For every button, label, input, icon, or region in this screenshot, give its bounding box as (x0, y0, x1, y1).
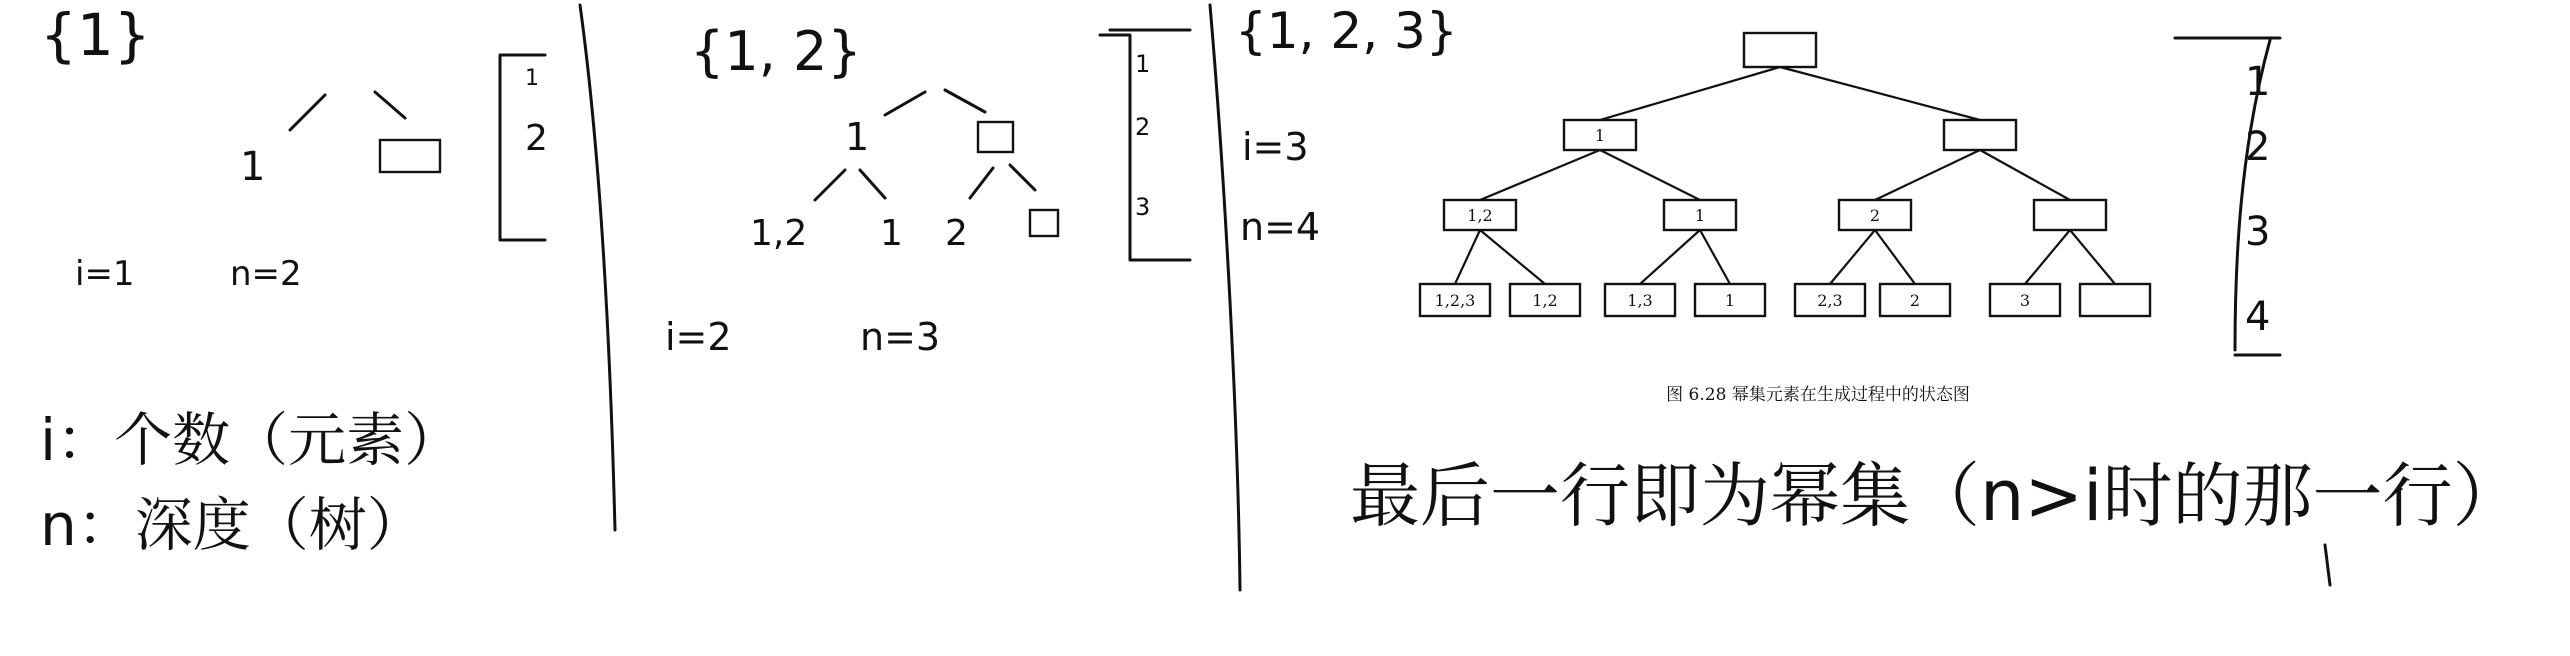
tree-node-label-level3-7: 3 (2019, 291, 2031, 310)
tree-node-label-level2-3: 2 (1869, 206, 1881, 225)
tree-node-level2-4 (2034, 200, 2106, 230)
panel1-n-label: n=2 (230, 254, 302, 294)
panel2-empty-leaf (1030, 210, 1058, 236)
panel3-i-label: i=3 (1242, 125, 1309, 169)
tree-node-level3-8 (2080, 284, 2150, 316)
panel2-branch-c (815, 170, 845, 200)
panel1-stack-item-2: 2 (525, 118, 548, 159)
tree-edge-level1-2-left (1875, 150, 1980, 200)
tree-edge-root-1-right (1780, 67, 1980, 120)
tree-node-label-level3-5: 2,3 (1817, 291, 1843, 310)
tree-edge-level2-3-left (1830, 230, 1875, 284)
tree-node-label-level3-1: 1,2,3 (1434, 291, 1476, 310)
panel2-stack-item-3: 3 (1135, 193, 1151, 221)
panel1-note-n: n：深度（树） (40, 491, 425, 559)
panel2-branch-a (885, 92, 925, 115)
panel2-branch-f (1010, 165, 1035, 190)
panel2-leaf-2: 1 (880, 213, 903, 254)
panel1-stack-item-1: 1 (525, 66, 539, 91)
tree-edge-level2-1-left (1455, 230, 1480, 284)
panel3-stack-item-1: 1 (2245, 59, 2271, 105)
panel2-n-label: n=3 (860, 315, 941, 359)
divider-2 (1210, 5, 1240, 590)
tree-edge-root-1-left (1600, 67, 1780, 120)
panel2-leaf-1: 1,2 (750, 213, 808, 254)
panel2-branch-b (945, 90, 985, 112)
panel3-set-label: {1, 2, 3} (1235, 2, 1458, 60)
panel-1 (40, 1, 548, 559)
tree-node-label-level2-2: 1 (1694, 206, 1706, 225)
tree-node-label-level2-1: 1,2 (1467, 206, 1493, 225)
tree-node-label-level3-3: 1,3 (1627, 291, 1653, 310)
conclusion-note: 最后一行即为幂集（n>i时的那一行） (1350, 455, 2523, 537)
panel1-node-left: 1 (240, 144, 266, 190)
tree-edge-level2-3-right (1875, 230, 1915, 284)
tree-edge-level2-2-right (1700, 230, 1730, 284)
tree-edge-level2-1-right (1480, 230, 1545, 284)
tree-node-label-level1-1: 1 (1594, 126, 1606, 145)
tree-edge-level2-4-left (2025, 230, 2070, 284)
tree-node-root-1 (1744, 33, 1816, 67)
panel2-empty-node-upper (978, 122, 1013, 152)
power-set-state-tree (1420, 33, 2150, 316)
tree-node-level1-2 (1944, 120, 2016, 150)
panel2-i-label: i=2 (665, 315, 732, 359)
tree-node-label-level3-6: 2 (1909, 291, 1921, 310)
panel2-node-left: 1 (845, 115, 870, 159)
panel2-branch-e (970, 168, 993, 198)
panel3-stack-item-3: 3 (2245, 209, 2271, 255)
tree-node-label-level3-4: 1 (1724, 291, 1736, 310)
panel3-stack-item-2: 2 (2245, 124, 2271, 170)
panel2-set-label: {1, 2} (690, 20, 862, 83)
panel1-empty-node (380, 140, 440, 172)
tree-edge-level2-4-right (2070, 230, 2115, 284)
panel2-branch-d (860, 170, 885, 198)
conclusion-tail-stroke (2325, 545, 2330, 585)
panel-3 (1235, 2, 2522, 585)
figure-caption: 图 6.28 幂集元素在生成过程中的状态图 (1666, 385, 1970, 405)
panel1-note-i: i：个数（元素） (40, 406, 463, 474)
panel2-leaf-3: 2 (945, 213, 968, 254)
tree-edge-level1-1-right (1600, 150, 1700, 200)
panel-2 (665, 20, 1190, 359)
tree-edge-level2-2-left (1640, 230, 1700, 284)
panel1-left-branch (290, 95, 325, 130)
panel2-stack-item-1: 1 (1135, 50, 1151, 78)
panel3-n-label: n=4 (1240, 205, 1321, 249)
tree-node-label-level3-2: 1,2 (1532, 291, 1558, 310)
panel1-i-label: i=1 (75, 254, 135, 294)
tree-edge-level1-2-right (1980, 150, 2070, 200)
panel3-stack-item-4: 4 (2245, 294, 2271, 340)
panel1-set-label: {1} (40, 1, 151, 69)
divider-1 (580, 5, 615, 530)
panel2-stack-item-2: 2 (1135, 113, 1151, 141)
tree-edge-level1-1-left (1480, 150, 1600, 200)
panel1-right-branch (375, 92, 405, 118)
